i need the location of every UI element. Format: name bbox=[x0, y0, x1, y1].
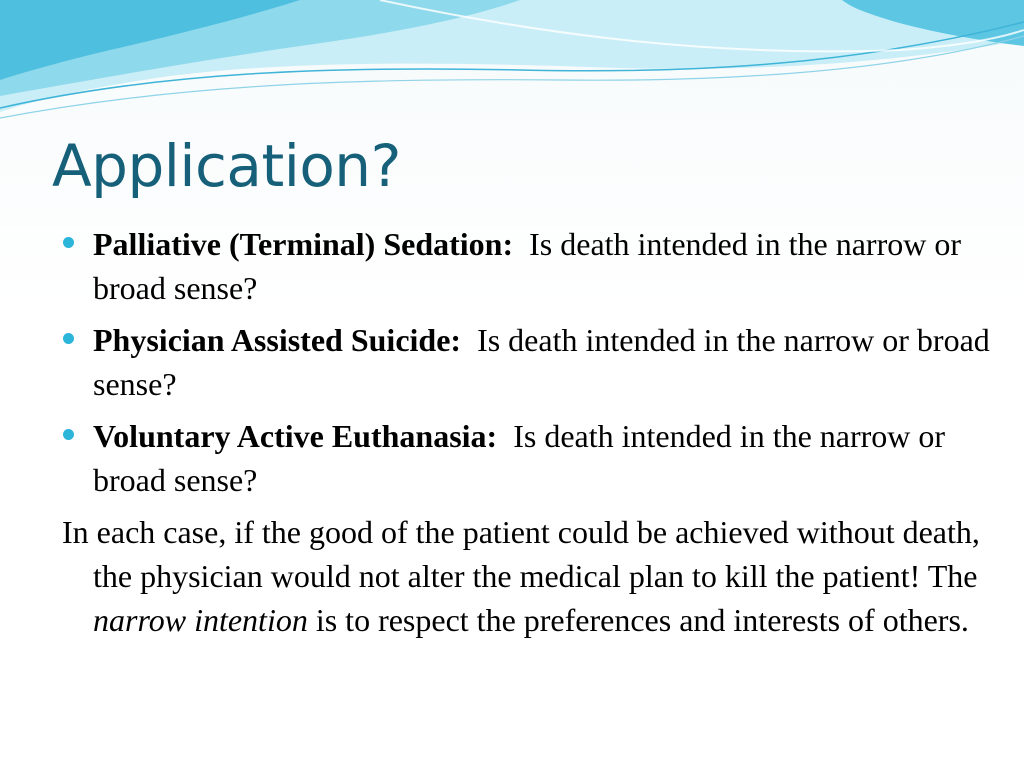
paragraph-emphasis: narrow intention bbox=[93, 602, 308, 638]
bullet-dot-icon bbox=[63, 429, 74, 440]
summary-paragraph bbox=[62, 510, 992, 642]
bullet-item-physician-assisted-suicide bbox=[62, 318, 992, 406]
bullet-text: Is death intended in the narrow or broad sense? bbox=[93, 226, 961, 306]
header-wave-decoration bbox=[0, 0, 1024, 130]
slide-body bbox=[62, 222, 992, 642]
paragraph-text-after: is to respect the preferences and interests of others. bbox=[315, 602, 969, 638]
paragraph-text-before: In each case, if the good of the patient could be achieved without death, the physician would not alter the medical plan to kill the patient! The bbox=[62, 514, 980, 594]
bullet-item-voluntary-active-euthanasia bbox=[62, 414, 992, 502]
bullet-dot-icon bbox=[63, 333, 74, 344]
bullet-item-palliative-sedation bbox=[62, 222, 992, 310]
bullet-text: Is death intended in the narrow or broad sense? bbox=[93, 418, 946, 498]
bullet-term: Palliative (Terminal) Sedation: bbox=[93, 226, 514, 262]
bullet-term: Voluntary Active Euthanasia: bbox=[93, 418, 498, 454]
bullet-text: Is death intended in the narrow or broad sense? bbox=[93, 322, 990, 402]
bullet-term: Physician Assisted Suicide: bbox=[93, 322, 462, 358]
bullet-dot-icon bbox=[63, 237, 74, 248]
slide-title: Application? bbox=[52, 132, 401, 200]
